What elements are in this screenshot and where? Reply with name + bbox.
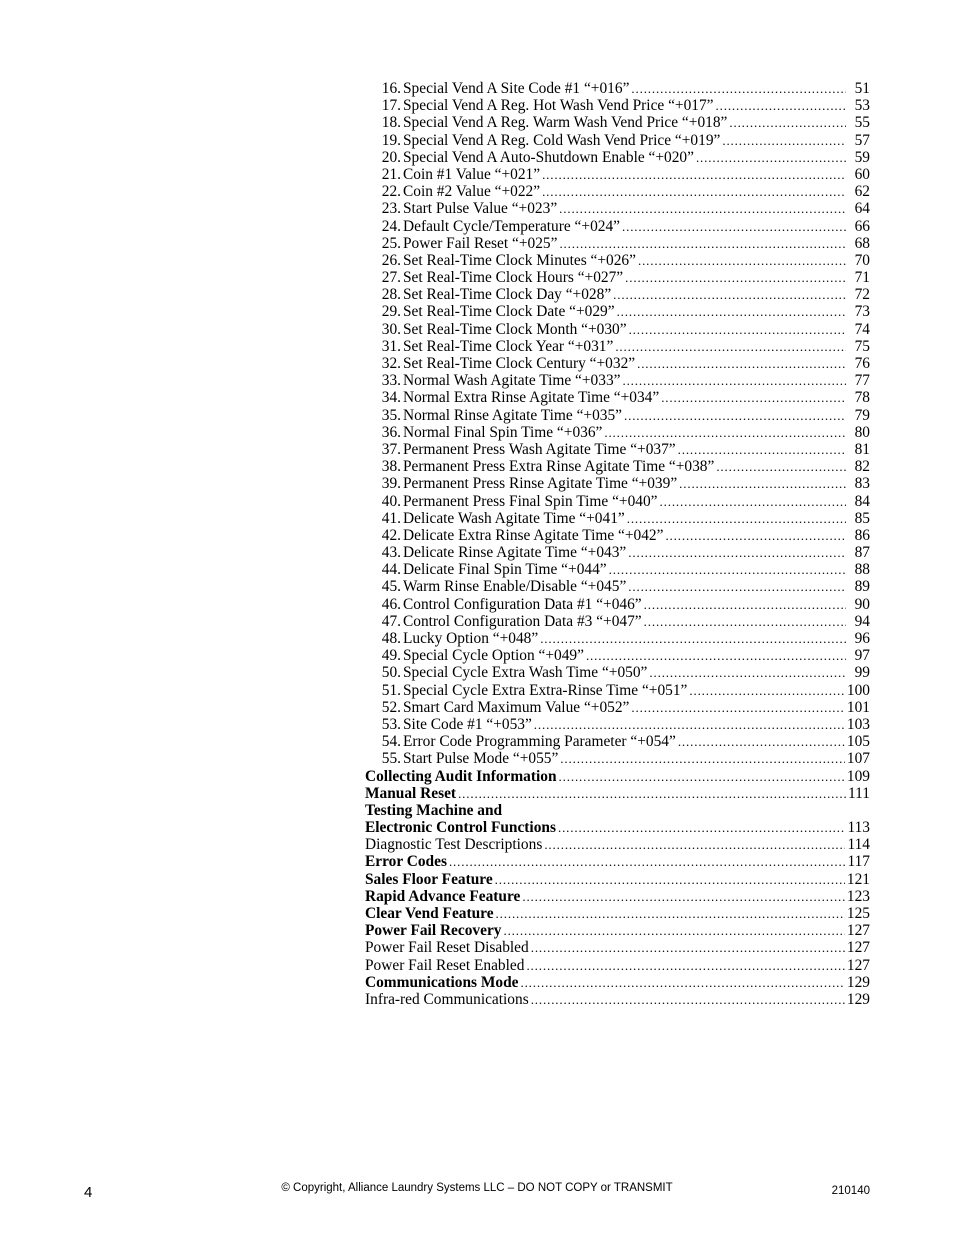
toc-entry-label: Set Real-Time Clock Date “+029”: [403, 303, 615, 321]
toc-entry-page: 103: [846, 715, 870, 733]
toc-entry-label: Special Cycle Option “+049”: [403, 647, 584, 665]
dot-leader: [689, 682, 845, 699]
toc-entry[interactable]: [365, 80, 870, 97]
dot-leader: [678, 441, 846, 458]
toc-entry[interactable]: [365, 132, 870, 149]
toc-entry-label: Set Real-Time Clock Hours “+027”: [403, 269, 624, 287]
toc-entry[interactable]: [365, 750, 870, 767]
toc-entry-page: 90: [854, 595, 870, 613]
toc-entry[interactable]: [365, 836, 870, 853]
dot-leader: [615, 338, 846, 355]
toc-entry-page: 70: [854, 251, 870, 269]
toc-entry-page: 129: [846, 990, 870, 1008]
toc-entry[interactable]: [365, 441, 870, 458]
toc-entry-label: Special Vend A Reg. Hot Wash Vend Price “+017”: [403, 97, 714, 115]
dot-leader: [729, 114, 846, 131]
toc-entry[interactable]: [365, 733, 870, 750]
toc-entry-page: 121: [846, 870, 870, 888]
page-number: 4: [84, 1184, 93, 1201]
toc-entry-number: 43.: [381, 544, 401, 562]
toc-entry-label: Power Fail Reset Enabled: [365, 956, 525, 974]
toc-entry[interactable]: [365, 458, 870, 475]
dot-leader: [609, 561, 846, 578]
toc-entry[interactable]: [365, 321, 870, 338]
toc-entry-page: 94: [854, 612, 870, 630]
toc-entry-label: Sales Floor Feature: [365, 870, 493, 888]
toc-entry-page: 100: [846, 681, 870, 699]
toc-entry-label: Special Vend A Site Code #1 “+016”: [403, 80, 630, 97]
copyright-notice: © Copyright, Alliance Laundry Systems LLC – DO NOT COPY or TRANSMIT: [281, 1182, 673, 1194]
toc-entry[interactable]: [365, 768, 870, 785]
toc-entry-number: 23.: [381, 200, 401, 218]
toc-entry[interactable]: [365, 922, 870, 939]
toc-entry-label: Normal Final Spin Time “+036”: [403, 423, 603, 441]
dot-leader: [638, 252, 846, 269]
dot-leader: [644, 613, 846, 630]
dot-leader: [558, 819, 846, 836]
toc-entry-page: 97: [854, 647, 870, 665]
toc-entry[interactable]: [365, 544, 870, 561]
toc-entry[interactable]: [365, 149, 870, 166]
dot-leader: [604, 424, 846, 441]
toc-entry-number: 48.: [381, 630, 401, 647]
toc-entry-label: Special Vend A Reg. Cold Wash Vend Price “+019”: [403, 131, 721, 149]
toc-entry-page: 113: [847, 819, 870, 837]
toc-entry-page: 127: [846, 939, 870, 957]
page-footer: [0, 1180, 954, 1200]
toc-entry[interactable]: [365, 613, 870, 630]
toc-entry-page: 75: [854, 337, 870, 355]
toc-entry[interactable]: [365, 664, 870, 681]
dot-leader: [637, 355, 846, 372]
dot-leader: [559, 768, 845, 785]
toc-entry-page: 73: [854, 303, 870, 321]
dot-leader: [617, 303, 846, 320]
toc-entry-page: 78: [854, 389, 870, 407]
toc-entry[interactable]: [365, 630, 870, 647]
toc-entry[interactable]: [365, 235, 870, 252]
dot-leader: [531, 939, 845, 956]
toc-entry-label: Special Cycle Extra Extra-Rinse Time “+051”: [403, 681, 688, 699]
toc-entry-number: 55.: [381, 750, 401, 768]
toc-entry[interactable]: [365, 647, 870, 664]
dot-leader: [625, 269, 846, 286]
toc-entry-number: 16.: [381, 80, 401, 97]
toc-entry-number: 35.: [381, 406, 401, 424]
table-of-contents: [365, 80, 870, 1008]
toc-entry[interactable]: [365, 183, 870, 200]
toc-entry-number: 24.: [381, 217, 401, 235]
dot-leader: [631, 80, 846, 97]
dot-leader: [542, 183, 846, 200]
toc-entry[interactable]: [365, 338, 870, 355]
dot-leader: [622, 372, 846, 389]
toc-entry-page: 86: [854, 526, 870, 544]
dot-leader: [678, 733, 845, 750]
dot-leader: [449, 853, 846, 870]
toc-entry[interactable]: [365, 252, 870, 269]
toc-entry-label: Coin #1 Value “+021”: [403, 165, 541, 183]
toc-entry-label: Error Code Programming Parameter “+054”: [403, 733, 676, 751]
toc-entry-label: Permanent Press Extra Rinse Agitate Time “+038”: [403, 458, 715, 476]
dot-leader: [613, 286, 846, 303]
dot-leader: [716, 458, 846, 475]
document-code: 210140: [831, 1185, 870, 1197]
dot-leader: [560, 750, 845, 767]
toc-entry-label: Power Fail Recovery: [365, 922, 502, 940]
toc-entry-number: 22.: [381, 183, 401, 201]
toc-entry-number: 28.: [381, 286, 401, 304]
dot-leader: [679, 475, 846, 492]
toc-entry-number: 54.: [381, 733, 401, 751]
toc-entry-number: 46.: [381, 595, 401, 613]
toc-entry-page: 87: [854, 544, 870, 562]
toc-entry-page: 96: [854, 630, 870, 647]
dot-leader: [559, 235, 846, 252]
toc-entry-page: 89: [854, 578, 870, 596]
dot-leader: [661, 389, 846, 406]
toc-entry-page: 109: [846, 767, 870, 785]
toc-entry-number: 26.: [381, 251, 401, 269]
toc-entry-page: 84: [854, 492, 870, 510]
toc-entry[interactable]: [365, 475, 870, 492]
toc-entry-number: 40.: [381, 492, 401, 510]
toc-entry-number: 49.: [381, 647, 401, 665]
toc-entry[interactable]: [365, 303, 870, 320]
dot-leader: [503, 922, 844, 939]
toc-entry-label: Control Configuration Data #3 “+047”: [403, 612, 642, 630]
toc-entry-number: 25.: [381, 234, 401, 252]
toc-entry-page: 82: [854, 458, 870, 476]
dot-leader: [696, 149, 846, 166]
toc-entry-label: Error Codes: [365, 853, 447, 871]
toc-entry-label: Normal Rinse Agitate Time “+035”: [403, 406, 622, 424]
toc-entry[interactable]: [365, 974, 870, 991]
toc-entry-page: 101: [846, 698, 870, 716]
toc-entry-label: Special Vend A Reg. Warm Wash Vend Price “+018”: [403, 114, 728, 132]
toc-entry[interactable]: [365, 682, 870, 699]
toc-entry-label: Collecting Audit Information: [365, 767, 557, 785]
toc-entry-page: 53: [854, 97, 870, 115]
toc-entry-page: 117: [847, 853, 870, 871]
toc-entry-number: 30.: [381, 320, 401, 338]
toc-entry[interactable]: [365, 286, 870, 303]
toc-entry[interactable]: [365, 957, 870, 974]
dot-leader: [628, 544, 846, 561]
toc-entry-page: 71: [854, 269, 870, 287]
toc-entry-label: Manual Reset: [365, 784, 457, 802]
toc-entry-page: 76: [854, 355, 870, 372]
toc-entry[interactable]: [365, 269, 870, 286]
toc-entry[interactable]: [365, 389, 870, 406]
toc-entry-number: 41.: [381, 509, 401, 527]
toc-entry-number: 29.: [381, 303, 401, 321]
toc-entry[interactable]: [365, 785, 870, 802]
toc-entry-label: Permanent Press Final Spin Time “+040”: [403, 492, 658, 510]
toc-entry-label: Delicate Final Spin Time “+044”: [403, 561, 607, 579]
toc-entry-label: Power Fail Reset Disabled: [365, 939, 529, 957]
toc-entry-label: Electronic Control Functions: [365, 819, 556, 837]
toc-entry-number: 44.: [381, 561, 401, 579]
toc-entry-label: Normal Extra Rinse Agitate Time “+034”: [403, 389, 660, 407]
dot-leader: [522, 888, 845, 905]
toc-entry-number: 53.: [381, 715, 401, 733]
toc-entry-label: Testing Machine and: [365, 801, 503, 819]
toc-entry[interactable]: [365, 819, 870, 836]
toc-entry-page: 125: [846, 905, 870, 922]
toc-entry-page: 51: [854, 80, 870, 97]
toc-entry[interactable]: [365, 905, 870, 922]
toc-entry-label: Site Code #1 “+053”: [403, 715, 532, 733]
dot-leader: [629, 321, 846, 338]
toc-entry-page: 55: [854, 114, 870, 132]
toc-entry-number: 51.: [381, 681, 401, 699]
toc-entry-label: Warm Rinse Enable/Disable “+045”: [403, 578, 627, 596]
toc-entry-page: 57: [854, 131, 870, 149]
toc-entry-label: Default Cycle/Temperature “+024”: [403, 217, 620, 235]
toc-entry[interactable]: [365, 166, 870, 183]
toc-entry[interactable]: [365, 114, 870, 131]
toc-entry-number: 32.: [381, 355, 401, 372]
toc-entry-label: Control Configuration Data #1 “+046”: [403, 595, 642, 613]
toc-entry-label: Set Real-Time Clock Month “+030”: [403, 320, 627, 338]
toc-entry-label: Delicate Extra Rinse Agitate Time “+042”: [403, 526, 664, 544]
toc-entry-number: 39.: [381, 475, 401, 493]
toc-entry-label: Set Real-Time Clock Minutes “+026”: [403, 251, 636, 269]
toc-entry[interactable]: [365, 716, 870, 733]
toc-entry-page: 68: [854, 234, 870, 252]
toc-entry-page: 62: [854, 183, 870, 201]
toc-entry-page: 114: [847, 836, 870, 854]
toc-entry-number: 18.: [381, 114, 401, 132]
toc-entry-number: 21.: [381, 165, 401, 183]
toc-entry[interactable]: [365, 802, 870, 819]
toc-entry-page: 83: [854, 475, 870, 493]
toc-entry[interactable]: [365, 578, 870, 595]
toc-entry-page: 74: [854, 320, 870, 338]
toc-entry-number: 42.: [381, 526, 401, 544]
toc-entry-number: 47.: [381, 612, 401, 630]
toc-entry-label: Communications Mode: [365, 973, 519, 991]
toc-entry-page: 123: [846, 887, 870, 905]
dot-leader: [631, 699, 845, 716]
toc-entry-page: 72: [854, 286, 870, 304]
toc-entry-label: Lucky Option “+048”: [403, 630, 539, 647]
dot-leader: [544, 836, 845, 853]
toc-entry-label: Set Real-Time Clock Day “+028”: [403, 286, 612, 304]
toc-entry-label: Smart Card Maximum Value “+052”: [403, 698, 630, 716]
toc-entry[interactable]: [365, 596, 870, 613]
toc-entry-page: 59: [854, 148, 870, 166]
toc-entry-label: Clear Vend Feature: [365, 905, 494, 922]
toc-entry-page: 66: [854, 217, 870, 235]
toc-entry-label: Special Cycle Extra Wash Time “+050”: [403, 664, 648, 682]
toc-entry-number: 31.: [381, 337, 401, 355]
toc-entry-label: Infra-red Communications: [365, 990, 529, 1008]
dot-leader: [628, 578, 846, 595]
toc-entry[interactable]: [365, 355, 870, 372]
toc-entry[interactable]: [365, 493, 870, 510]
toc-entry-page: 99: [854, 664, 870, 682]
toc-entry[interactable]: [365, 699, 870, 716]
toc-entry-label: Permanent Press Wash Agitate Time “+037”: [403, 440, 676, 458]
toc-entry-page: 111: [848, 784, 870, 802]
toc-entry-label: Coin #2 Value “+022”: [403, 183, 541, 201]
toc-entry[interactable]: [365, 510, 870, 527]
toc-entry-label: Permanent Press Rinse Agitate Time “+039”: [403, 475, 678, 493]
toc-entry-number: 38.: [381, 458, 401, 476]
toc-entry-label: Rapid Advance Feature: [365, 887, 521, 905]
toc-entry-page: 79: [854, 406, 870, 424]
toc-entry-label: Delicate Rinse Agitate Time “+043”: [403, 544, 627, 562]
toc-entry-page: 81: [854, 440, 870, 458]
toc-entry-page: 88: [854, 561, 870, 579]
toc-entry-page: 127: [846, 956, 870, 974]
toc-entry-label: Start Pulse Mode “+055”: [403, 750, 559, 768]
dot-leader: [627, 510, 846, 527]
dot-leader: [540, 630, 846, 647]
toc-entry-label: Set Real-Time Clock Century “+032”: [403, 355, 636, 372]
toc-entry-label: Special Vend A Auto-Shutdown Enable “+020”: [403, 148, 694, 166]
toc-entry-page: 64: [854, 200, 870, 218]
toc-entry[interactable]: [365, 527, 870, 544]
dot-leader: [496, 905, 845, 922]
dot-leader: [716, 97, 846, 114]
dot-leader: [722, 132, 846, 149]
toc-entry-page: 127: [846, 922, 870, 940]
toc-entry[interactable]: [365, 888, 870, 905]
dot-leader: [622, 218, 846, 235]
toc-entry-page: 129: [846, 973, 870, 991]
toc-entry-number: 20.: [381, 148, 401, 166]
dot-leader: [534, 716, 845, 733]
toc-entry-label: Set Real-Time Clock Year “+031”: [403, 337, 614, 355]
toc-entry-number: 45.: [381, 578, 401, 596]
toc-entry-page: 85: [854, 509, 870, 527]
dot-leader: [665, 527, 846, 544]
dot-leader: [624, 407, 846, 424]
dot-leader: [644, 596, 846, 613]
toc-entry[interactable]: [365, 97, 870, 114]
toc-entry[interactable]: [365, 991, 870, 1008]
toc-entry[interactable]: [365, 853, 870, 870]
toc-entry-label: Power Fail Reset “+025”: [403, 234, 558, 252]
dot-leader: [495, 871, 845, 888]
toc-entry[interactable]: [365, 200, 870, 217]
toc-entry-number: 27.: [381, 269, 401, 287]
toc-entry-label: Normal Wash Agitate Time “+033”: [403, 372, 621, 390]
toc-entry-number: 34.: [381, 389, 401, 407]
dot-leader: [586, 647, 846, 664]
toc-entry-number: 19.: [381, 131, 401, 149]
toc-entry-label: Delicate Wash Agitate Time “+041”: [403, 509, 625, 527]
dot-leader: [531, 991, 845, 1008]
dot-leader: [542, 166, 846, 183]
dot-leader: [520, 974, 844, 991]
toc-entry[interactable]: [365, 871, 870, 888]
toc-entry-label: Start Pulse Value “+023”: [403, 200, 558, 218]
toc-entry-number: 36.: [381, 423, 401, 441]
dot-leader: [559, 200, 846, 217]
toc-entry-number: 52.: [381, 698, 401, 716]
toc-entry-page: 77: [854, 372, 870, 390]
toc-entry-number: 17.: [381, 97, 401, 115]
toc-entry[interactable]: [365, 218, 870, 235]
toc-entry-number: 50.: [381, 664, 401, 682]
toc-entry-page: 80: [854, 423, 870, 441]
toc-entry[interactable]: [365, 407, 870, 424]
toc-entry-page: 105: [846, 733, 870, 751]
dot-leader: [649, 664, 846, 681]
toc-entry[interactable]: [365, 372, 870, 389]
toc-entry-number: 33.: [381, 372, 401, 390]
toc-entry[interactable]: [365, 561, 870, 578]
dot-leader: [660, 493, 846, 510]
toc-entry-page: 107: [846, 750, 870, 768]
dot-leader: [458, 785, 846, 802]
toc-entry[interactable]: [365, 939, 870, 956]
dot-leader: [526, 957, 844, 974]
toc-entry[interactable]: [365, 424, 870, 441]
toc-entry-page: 60: [854, 165, 870, 183]
toc-entry-number: 37.: [381, 440, 401, 458]
toc-entry-label: Diagnostic Test Descriptions: [365, 836, 543, 854]
